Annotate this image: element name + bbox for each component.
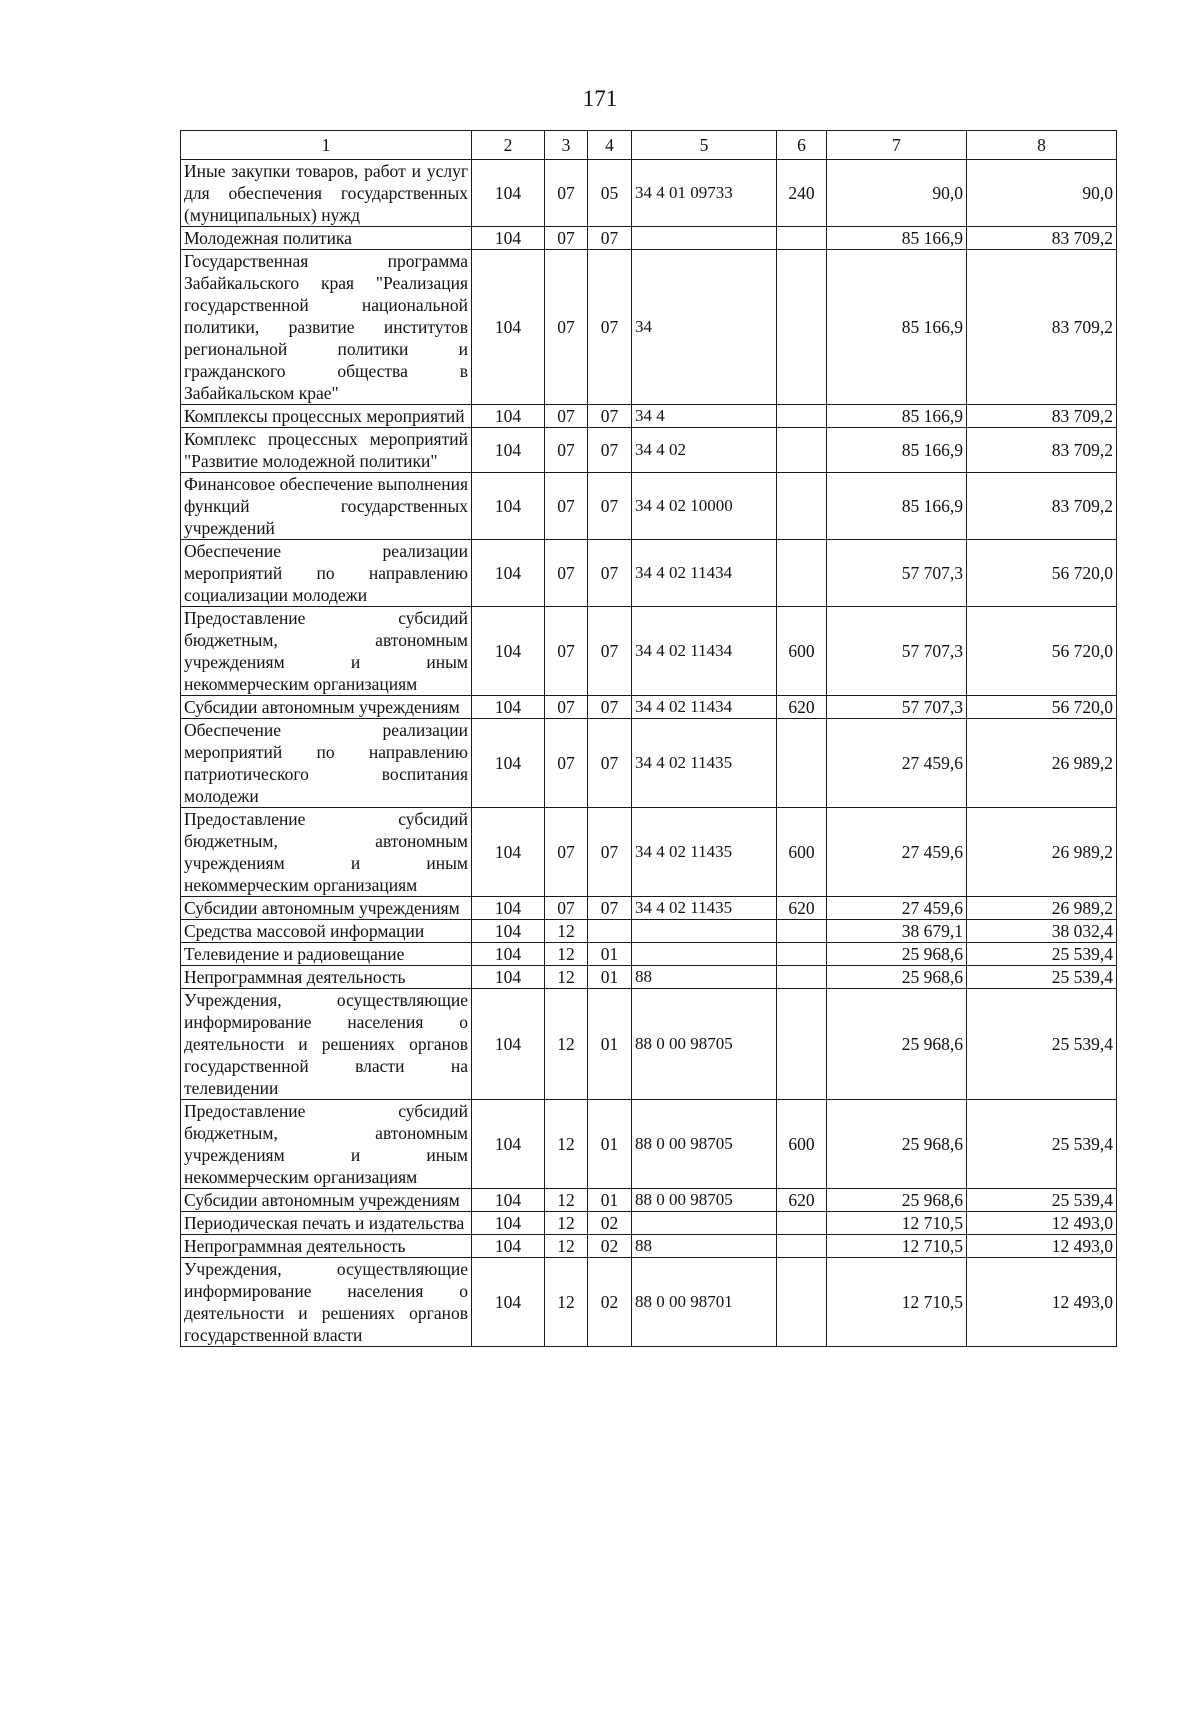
amount-col8-cell: 83 709,2 [967, 405, 1117, 428]
table-row [181, 897, 1117, 920]
target-article-cell: 34 [632, 250, 777, 405]
expense-type-cell [777, 405, 827, 428]
item-name-cell: Непрограммная деятельность [181, 1235, 472, 1258]
expense-type-cell [777, 473, 827, 540]
section-code-cell: 07 [545, 808, 588, 897]
expense-type-cell: 620 [777, 696, 827, 719]
amount-col8-cell: 26 989,2 [967, 808, 1117, 897]
column-header: 1 [181, 131, 472, 160]
column-header: 6 [777, 131, 827, 160]
expense-type-cell: 600 [777, 1100, 827, 1189]
expense-type-cell [777, 1212, 827, 1235]
subsection-code-cell [588, 920, 632, 943]
table-row [181, 966, 1117, 989]
expense-type-cell [777, 719, 827, 808]
ministry-code-cell: 104 [472, 966, 545, 989]
amount-col7-cell: 27 459,6 [827, 897, 967, 920]
target-article-cell: 88 0 00 98705 [632, 989, 777, 1100]
item-name-cell: Обеспечение реализации мероприятий по направлению социализации молодежи [181, 540, 472, 607]
target-article-cell: 34 4 01 09733 [632, 160, 777, 227]
target-article-cell [632, 227, 777, 250]
target-article-cell [632, 943, 777, 966]
table-row [181, 473, 1117, 540]
section-code-cell: 07 [545, 719, 588, 808]
amount-col7-cell: 90,0 [827, 160, 967, 227]
ministry-code-cell: 104 [472, 227, 545, 250]
section-code-cell: 07 [545, 227, 588, 250]
table-row [181, 1212, 1117, 1235]
amount-col7-cell: 27 459,6 [827, 719, 967, 808]
budget-table [180, 130, 1117, 1347]
subsection-code-cell: 02 [588, 1235, 632, 1258]
section-code-cell: 07 [545, 607, 588, 696]
column-header: 7 [827, 131, 967, 160]
subsection-code-cell: 07 [588, 428, 632, 473]
item-name-cell: Обеспечение реализации мероприятий по направлению патриотического воспитания молодежи [181, 719, 472, 808]
amount-col8-cell: 56 720,0 [967, 696, 1117, 719]
section-code-cell: 12 [545, 1189, 588, 1212]
amount-col8-cell: 26 989,2 [967, 897, 1117, 920]
item-name-cell: Непрограммная деятельность [181, 966, 472, 989]
ministry-code-cell: 104 [472, 428, 545, 473]
amount-col8-cell: 25 539,4 [967, 1100, 1117, 1189]
column-header: 3 [545, 131, 588, 160]
ministry-code-cell: 104 [472, 1189, 545, 1212]
target-article-cell: 88 0 00 98705 [632, 1189, 777, 1212]
item-name-cell: Субсидии автономным учреждениям [181, 1189, 472, 1212]
subsection-code-cell: 02 [588, 1212, 632, 1235]
amount-col7-cell: 57 707,3 [827, 607, 967, 696]
section-code-cell: 12 [545, 920, 588, 943]
ministry-code-cell: 104 [472, 250, 545, 405]
amount-col7-cell: 12 710,5 [827, 1235, 967, 1258]
ministry-code-cell: 104 [472, 808, 545, 897]
item-name-cell: Учреждения, осуществляющие информирование населения о деятельности и решениях органов государственной власти на телевидении [181, 989, 472, 1100]
amount-col8-cell: 83 709,2 [967, 227, 1117, 250]
ministry-code-cell: 104 [472, 405, 545, 428]
ministry-code-cell: 104 [472, 1212, 545, 1235]
item-name-cell: Иные закупки товаров, работ и услуг для обеспечения государственных (муниципальных) нужд [181, 160, 472, 227]
amount-col7-cell: 25 968,6 [827, 966, 967, 989]
subsection-code-cell: 07 [588, 540, 632, 607]
section-code-cell: 07 [545, 696, 588, 719]
subsection-code-cell: 07 [588, 405, 632, 428]
item-name-cell: Средства массовой информации [181, 920, 472, 943]
subsection-code-cell: 07 [588, 250, 632, 405]
amount-col7-cell: 25 968,6 [827, 1100, 967, 1189]
expense-type-cell [777, 428, 827, 473]
amount-col8-cell: 12 493,0 [967, 1235, 1117, 1258]
column-header: 2 [472, 131, 545, 160]
amount-col7-cell: 25 968,6 [827, 943, 967, 966]
subsection-code-cell: 01 [588, 943, 632, 966]
expense-type-cell [777, 540, 827, 607]
table-header-row [181, 131, 1117, 160]
expense-type-cell [777, 227, 827, 250]
ministry-code-cell: 104 [472, 696, 545, 719]
section-code-cell: 07 [545, 473, 588, 540]
expense-type-cell: 600 [777, 808, 827, 897]
amount-col8-cell: 83 709,2 [967, 250, 1117, 405]
table-row [181, 1100, 1117, 1189]
target-article-cell: 88 0 00 98701 [632, 1258, 777, 1347]
ministry-code-cell: 104 [472, 473, 545, 540]
subsection-code-cell: 05 [588, 160, 632, 227]
section-code-cell: 07 [545, 250, 588, 405]
item-name-cell: Комплекс процессных мероприятий "Развитие молодежной политики" [181, 428, 472, 473]
ministry-code-cell: 104 [472, 719, 545, 808]
target-article-cell [632, 1212, 777, 1235]
amount-col7-cell: 85 166,9 [827, 405, 967, 428]
amount-col8-cell: 56 720,0 [967, 540, 1117, 607]
amount-col8-cell: 25 539,4 [967, 966, 1117, 989]
ministry-code-cell: 104 [472, 160, 545, 227]
subsection-code-cell: 02 [588, 1258, 632, 1347]
amount-col8-cell: 83 709,2 [967, 428, 1117, 473]
expense-type-cell: 240 [777, 160, 827, 227]
amount-col8-cell: 25 539,4 [967, 1189, 1117, 1212]
amount-col7-cell: 57 707,3 [827, 696, 967, 719]
amount-col8-cell: 83 709,2 [967, 473, 1117, 540]
table-row [181, 719, 1117, 808]
table-row [181, 428, 1117, 473]
amount-col7-cell: 12 710,5 [827, 1212, 967, 1235]
expense-type-cell [777, 920, 827, 943]
column-header: 8 [967, 131, 1117, 160]
table-row [181, 696, 1117, 719]
subsection-code-cell: 07 [588, 897, 632, 920]
expense-type-cell [777, 943, 827, 966]
expense-type-cell [777, 1235, 827, 1258]
amount-col8-cell: 25 539,4 [967, 943, 1117, 966]
ministry-code-cell: 104 [472, 607, 545, 696]
item-name-cell: Государственная программа Забайкальского края "Реализация государственной национальной политики, развитие институтов региональной политики и гражданского общества в Забайкальском крае" [181, 250, 472, 405]
table-row [181, 160, 1117, 227]
page-number: 171 [582, 86, 618, 111]
ministry-code-cell: 104 [472, 989, 545, 1100]
target-article-cell: 34 4 02 [632, 428, 777, 473]
target-article-cell: 34 4 02 10000 [632, 473, 777, 540]
amount-col7-cell: 85 166,9 [827, 250, 967, 405]
item-name-cell: Комплексы процессных мероприятий [181, 405, 472, 428]
section-code-cell: 12 [545, 1100, 588, 1189]
amount-col8-cell: 12 493,0 [967, 1212, 1117, 1235]
target-article-cell: 34 4 02 11434 [632, 696, 777, 719]
subsection-code-cell: 01 [588, 1100, 632, 1189]
expense-type-cell [777, 250, 827, 405]
target-article-cell: 34 4 02 11435 [632, 897, 777, 920]
table-row [181, 540, 1117, 607]
amount-col8-cell: 25 539,4 [967, 989, 1117, 1100]
expense-type-cell: 600 [777, 607, 827, 696]
amount-col7-cell: 85 166,9 [827, 473, 967, 540]
item-name-cell: Предоставление субсидий бюджетным, автономным учреждениям и иным некоммерческим организациям [181, 607, 472, 696]
item-name-cell: Молодежная политика [181, 227, 472, 250]
ministry-code-cell: 104 [472, 897, 545, 920]
table-row [181, 1235, 1117, 1258]
section-code-cell: 12 [545, 1212, 588, 1235]
target-article-cell: 34 4 [632, 405, 777, 428]
item-name-cell: Субсидии автономным учреждениям [181, 897, 472, 920]
subsection-code-cell: 01 [588, 989, 632, 1100]
ministry-code-cell: 104 [472, 540, 545, 607]
item-name-cell: Учреждения, осуществляющие информирование населения о деятельности и решениях органов государственной власти [181, 1258, 472, 1347]
subsection-code-cell: 01 [588, 966, 632, 989]
section-code-cell: 12 [545, 943, 588, 966]
table-row [181, 920, 1117, 943]
table-row [181, 989, 1117, 1100]
target-article-cell: 34 4 02 11434 [632, 607, 777, 696]
target-article-cell: 34 4 02 11435 [632, 808, 777, 897]
section-code-cell: 12 [545, 1258, 588, 1347]
subsection-code-cell: 07 [588, 719, 632, 808]
item-name-cell: Предоставление субсидий бюджетным, автономным учреждениям и иным некоммерческим организациям [181, 1100, 472, 1189]
expense-type-cell [777, 966, 827, 989]
table-row [181, 1258, 1117, 1347]
table-body [181, 160, 1117, 1347]
amount-col7-cell: 25 968,6 [827, 1189, 967, 1212]
table-row [181, 607, 1117, 696]
ministry-code-cell: 104 [472, 1258, 545, 1347]
expense-type-cell: 620 [777, 1189, 827, 1212]
section-code-cell: 07 [545, 897, 588, 920]
amount-col8-cell: 56 720,0 [967, 607, 1117, 696]
amount-col8-cell: 90,0 [967, 160, 1117, 227]
amount-col7-cell: 25 968,6 [827, 989, 967, 1100]
section-code-cell: 07 [545, 428, 588, 473]
target-article-cell: 34 4 02 11435 [632, 719, 777, 808]
amount-col7-cell: 12 710,5 [827, 1258, 967, 1347]
table-row [181, 943, 1117, 966]
table-row [181, 250, 1117, 405]
item-name-cell: Периодическая печать и издательства [181, 1212, 472, 1235]
amount-col7-cell: 27 459,6 [827, 808, 967, 897]
subsection-code-cell: 07 [588, 227, 632, 250]
table-row [181, 227, 1117, 250]
column-header: 5 [632, 131, 777, 160]
item-name-cell: Финансовое обеспечение выполнения функций государственных учреждений [181, 473, 472, 540]
ministry-code-cell: 104 [472, 1100, 545, 1189]
amount-col8-cell: 12 493,0 [967, 1258, 1117, 1347]
amount-col7-cell: 57 707,3 [827, 540, 967, 607]
subsection-code-cell: 07 [588, 696, 632, 719]
target-article-cell: 88 [632, 1235, 777, 1258]
section-code-cell: 12 [545, 1235, 588, 1258]
amount-col8-cell: 38 032,4 [967, 920, 1117, 943]
ministry-code-cell: 104 [472, 920, 545, 943]
amount-col7-cell: 85 166,9 [827, 227, 967, 250]
expense-type-cell [777, 989, 827, 1100]
section-code-cell: 07 [545, 405, 588, 428]
table-row [181, 808, 1117, 897]
expense-type-cell [777, 1258, 827, 1347]
target-article-cell: 88 [632, 966, 777, 989]
amount-col8-cell: 26 989,2 [967, 719, 1117, 808]
subsection-code-cell: 07 [588, 808, 632, 897]
column-header: 4 [588, 131, 632, 160]
table-row [181, 1189, 1117, 1212]
section-code-cell: 07 [545, 160, 588, 227]
target-article-cell: 88 0 00 98705 [632, 1100, 777, 1189]
expense-type-cell: 620 [777, 897, 827, 920]
ministry-code-cell: 104 [472, 943, 545, 966]
amount-col7-cell: 85 166,9 [827, 428, 967, 473]
item-name-cell: Телевидение и радиовещание [181, 943, 472, 966]
item-name-cell: Предоставление субсидий бюджетным, автономным учреждениям и иным некоммерческим организациям [181, 808, 472, 897]
ministry-code-cell: 104 [472, 1235, 545, 1258]
section-code-cell: 12 [545, 966, 588, 989]
section-code-cell: 12 [545, 989, 588, 1100]
target-article-cell [632, 920, 777, 943]
amount-col7-cell: 38 679,1 [827, 920, 967, 943]
table-row [181, 405, 1117, 428]
subsection-code-cell: 07 [588, 607, 632, 696]
item-name-cell: Субсидии автономным учреждениям [181, 696, 472, 719]
subsection-code-cell: 07 [588, 473, 632, 540]
section-code-cell: 07 [545, 540, 588, 607]
target-article-cell: 34 4 02 11434 [632, 540, 777, 607]
subsection-code-cell: 01 [588, 1189, 632, 1212]
